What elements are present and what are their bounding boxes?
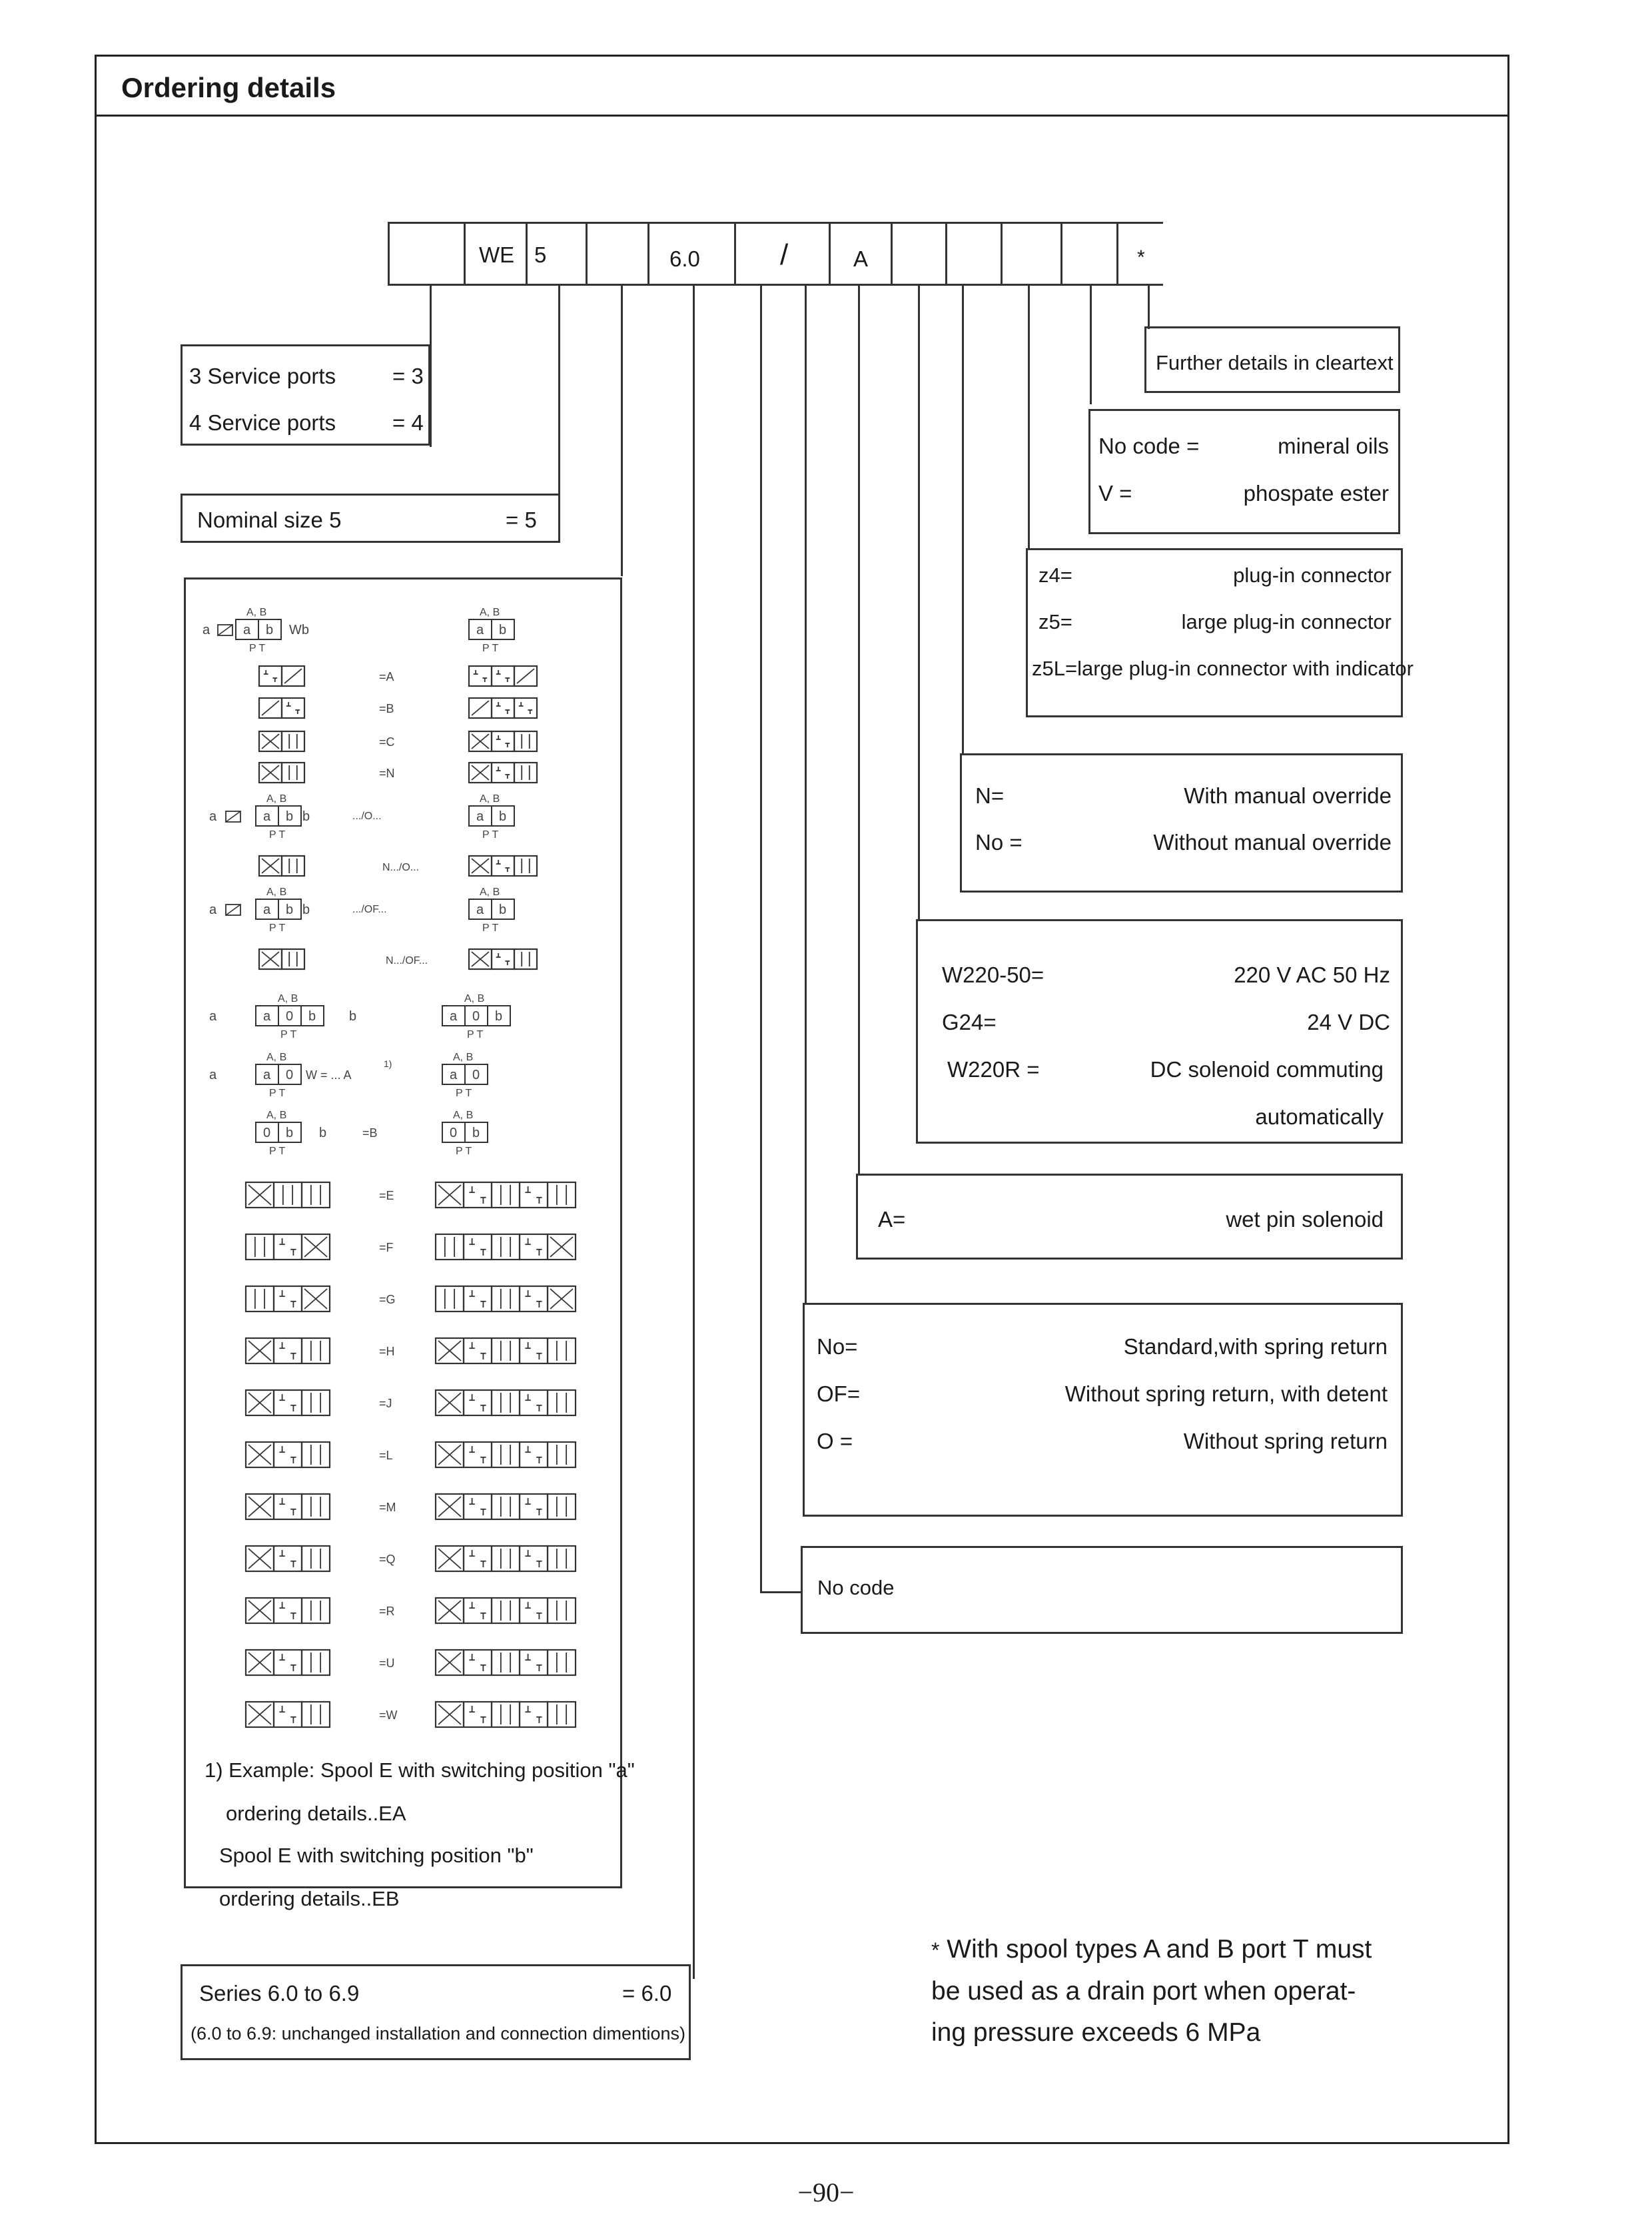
spool-envelope bbox=[274, 1494, 302, 1519]
position-letter: 0 bbox=[286, 1068, 294, 1082]
spool-envelope bbox=[520, 1338, 548, 1363]
port-labels-ab: A, B bbox=[246, 607, 267, 618]
spool-envelope bbox=[492, 949, 514, 969]
code-cell-size: 5 bbox=[526, 222, 586, 286]
spool-envelope bbox=[274, 1286, 302, 1311]
manual-override-box: N= With manual override No = Without manual override bbox=[960, 753, 1403, 893]
port-labels-pt: P T bbox=[482, 829, 499, 841]
solenoid-letter: a bbox=[209, 1068, 217, 1082]
spool-envelope bbox=[302, 1598, 330, 1623]
spool-envelope bbox=[520, 1182, 548, 1208]
position-letter: a bbox=[263, 1009, 271, 1024]
spool-envelope bbox=[492, 1390, 520, 1415]
port-labels-pt: P T bbox=[467, 1029, 484, 1040]
code-cell-connector bbox=[1001, 222, 1060, 286]
position-letter: a bbox=[263, 809, 271, 824]
port-labels-ab: A, B bbox=[464, 993, 485, 1004]
spool-envelope bbox=[492, 1650, 520, 1675]
spool-envelope bbox=[548, 1546, 576, 1571]
spool-envelope bbox=[436, 1286, 464, 1311]
asterisk: * bbox=[931, 1938, 940, 1962]
port-labels-ab: A, B bbox=[453, 1052, 474, 1063]
nominal-size-box: Nominal size 5 = 5 bbox=[181, 494, 560, 543]
spool-code-label: W = ... A bbox=[306, 1068, 352, 1082]
position-letter: a bbox=[263, 1068, 271, 1082]
spool-symbols-box: a b A, B P T a Wb a b A, B P T =A =B =C =N a b A, B P T a b .../O... a b A, B P T N.../O... a b A, B P T a b .../OF... a b A, B P T N.../OF... a 0 b A, B P T a b a 0 b A, B P T a 0 A, B P T a W = ... A 1) a 0 A, B P T 0 b A, B P T b =B 0 b A, B P T =E =F =G =H =J =L =M =Q =R =U =W 1) Example: Spool E with switching position "a" ordering details..EA Spool E with switching position "b" ordering details..EB bbox=[184, 577, 622, 1888]
port-labels-pt: P T bbox=[269, 1146, 286, 1157]
position-letter: b bbox=[499, 623, 507, 637]
port-labels-pt: P T bbox=[482, 923, 499, 934]
spool-envelope bbox=[282, 698, 304, 718]
header-divider bbox=[95, 115, 1509, 117]
port-labels-ab: A, B bbox=[480, 793, 500, 805]
spool-code-label: =L bbox=[379, 1449, 393, 1462]
spool-envelope bbox=[520, 1598, 548, 1623]
position-letter: 0 bbox=[472, 1068, 480, 1082]
spool-envelope bbox=[492, 856, 514, 876]
spool-envelope bbox=[274, 1650, 302, 1675]
port-labels-pt: P T bbox=[269, 923, 286, 934]
port-labels-pt: P T bbox=[249, 643, 266, 654]
position-letter: b bbox=[472, 1126, 480, 1140]
spool-envelope bbox=[302, 1650, 330, 1675]
spool-envelope bbox=[492, 1442, 520, 1467]
spool-envelope bbox=[492, 763, 514, 783]
solenoid-letter: b bbox=[349, 1009, 357, 1024]
spool-envelope bbox=[436, 1234, 464, 1260]
series-box: Series 6.0 to 6.9 = 6.0 (6.0 to 6.9: unchanged installation and connection dimentions) bbox=[181, 1964, 691, 2060]
position-letter: 0 bbox=[450, 1126, 458, 1140]
spool-code-label: =E bbox=[379, 1189, 394, 1202]
spool-envelope bbox=[492, 666, 514, 686]
port-labels-ab: A, B bbox=[453, 1110, 474, 1121]
spool-code-label: =C bbox=[379, 735, 395, 749]
spool-envelope bbox=[274, 1442, 302, 1467]
spool-envelope bbox=[520, 1650, 548, 1675]
spool-envelope bbox=[274, 1702, 302, 1727]
electrical-connector-box: z4= plug-in connector z5= large plug-in connector z5L=large plug-in connector with indicator bbox=[1026, 548, 1403, 717]
spool-envelope bbox=[520, 1546, 548, 1571]
spool-envelope bbox=[548, 1650, 576, 1675]
spool-envelope bbox=[464, 1702, 492, 1727]
spool-envelope bbox=[520, 1702, 548, 1727]
solenoid-left-icon bbox=[218, 625, 232, 635]
spool-envelope bbox=[492, 698, 514, 718]
spool-envelope bbox=[520, 1234, 548, 1260]
spool-code-label: =G bbox=[379, 1293, 396, 1306]
solenoid-letter: a bbox=[209, 903, 217, 917]
solenoid-letter: a bbox=[203, 623, 210, 637]
port-labels-ab: A, B bbox=[266, 887, 287, 898]
port-labels-pt: P T bbox=[269, 829, 286, 841]
port-labels-pt: P T bbox=[280, 1029, 297, 1040]
spool-envelope bbox=[492, 1598, 520, 1623]
spool-code-label: =N bbox=[379, 767, 395, 780]
spool-envelope bbox=[514, 698, 537, 718]
voltage-box: W220-50= 220 V AC 50 Hz G24= 24 V DC W220R = DC solenoid commuting automatically bbox=[916, 919, 1403, 1144]
spool-envelope bbox=[282, 763, 304, 783]
flow-arrow bbox=[262, 701, 279, 715]
spool-envelope bbox=[282, 856, 304, 876]
port-labels-ab: A, B bbox=[266, 1052, 287, 1063]
code-cell-series: 6.0 bbox=[647, 222, 734, 286]
position-letter: a bbox=[263, 903, 271, 917]
page-title: Ordering details bbox=[121, 72, 336, 103]
code-cell-spool bbox=[586, 222, 647, 286]
port-labels-ab: A, B bbox=[480, 887, 500, 898]
spool-envelope bbox=[492, 1182, 520, 1208]
spool-code-label: .../O... bbox=[352, 811, 382, 822]
further-details-box: Further details in cleartext bbox=[1144, 326, 1400, 393]
position-letter: b bbox=[286, 903, 294, 917]
solenoid-letter: b bbox=[302, 809, 310, 824]
spool-envelope bbox=[302, 1702, 330, 1727]
spool-code-label: =R bbox=[379, 1605, 395, 1618]
position-letter: a bbox=[476, 623, 484, 637]
port-labels-pt: P T bbox=[269, 1088, 286, 1099]
spool-code-label: =J bbox=[379, 1397, 392, 1410]
spool-code-label: =A bbox=[379, 670, 394, 683]
solenoid-type-box: A= wet pin solenoid bbox=[856, 1174, 1403, 1260]
spool-code-label: .../OF... bbox=[352, 904, 387, 915]
position-letter: b bbox=[286, 1126, 294, 1140]
spool-envelope bbox=[274, 1338, 302, 1363]
solenoid-letter: b bbox=[302, 903, 310, 917]
position-letter: b bbox=[499, 809, 507, 824]
port-labels-ab: A, B bbox=[266, 793, 287, 805]
spool-envelope bbox=[514, 763, 537, 783]
spool-envelope bbox=[302, 1546, 330, 1571]
footnote-ref: 1) bbox=[384, 1058, 392, 1069]
spool-envelope bbox=[469, 666, 492, 686]
spool-envelope bbox=[548, 1494, 576, 1519]
code-cell-voltage bbox=[891, 222, 945, 286]
position-letter: b bbox=[308, 1009, 316, 1024]
code-cell-further: * bbox=[1116, 222, 1163, 286]
port-labels-ab: A, B bbox=[278, 993, 298, 1004]
spool-envelope bbox=[302, 1182, 330, 1208]
position-letter: a bbox=[476, 809, 484, 824]
spool-envelope bbox=[282, 949, 304, 969]
spool-envelope bbox=[274, 1234, 302, 1260]
spool-envelope bbox=[274, 1390, 302, 1415]
code-cell-solenoid: A bbox=[829, 222, 891, 286]
position-letter: b bbox=[286, 809, 294, 824]
seal-material-box: No code = mineral oils V = phospate ester bbox=[1088, 409, 1400, 534]
code-cell-we: WE bbox=[464, 222, 526, 286]
port-labels-ab: A, B bbox=[480, 607, 500, 618]
spool-envelope bbox=[548, 1390, 576, 1415]
spool-envelope bbox=[464, 1598, 492, 1623]
spool-envelope bbox=[492, 1702, 520, 1727]
spool-code-label: =H bbox=[379, 1345, 395, 1358]
code-cell-slash: / bbox=[734, 222, 829, 286]
spring-letter: Wb bbox=[289, 623, 309, 637]
port-labels-pt: P T bbox=[482, 643, 499, 654]
position-letter: a bbox=[476, 903, 484, 917]
spool-envelope bbox=[520, 1442, 548, 1467]
spool-envelope bbox=[520, 1390, 548, 1415]
spool-envelope bbox=[514, 856, 537, 876]
spool-envelope bbox=[492, 1234, 520, 1260]
spool-envelope bbox=[274, 1182, 302, 1208]
solenoid-letter: b bbox=[319, 1126, 327, 1140]
position-letter: 0 bbox=[263, 1126, 271, 1140]
flow-arrow bbox=[472, 701, 489, 715]
spool-code-label: =F bbox=[379, 1241, 394, 1254]
spool-envelope bbox=[464, 1442, 492, 1467]
spool-envelope bbox=[548, 1702, 576, 1727]
spool-envelope bbox=[464, 1494, 492, 1519]
position-letter: b bbox=[266, 623, 274, 637]
spool-envelope bbox=[464, 1182, 492, 1208]
spool-code-label: =B bbox=[379, 702, 394, 715]
solenoid-left-icon bbox=[226, 811, 240, 822]
spool-envelope bbox=[548, 1338, 576, 1363]
spool-envelope bbox=[282, 731, 304, 751]
spool-envelope bbox=[548, 1182, 576, 1208]
spool-envelope bbox=[274, 1598, 302, 1623]
spool-envelope bbox=[492, 1494, 520, 1519]
spool-code-label: =M bbox=[379, 1501, 396, 1514]
spool-envelope bbox=[492, 1338, 520, 1363]
spool-envelope bbox=[514, 949, 537, 969]
spool-envelope bbox=[520, 1286, 548, 1311]
position-letter: a bbox=[243, 623, 251, 637]
solenoid-left-icon bbox=[226, 905, 240, 915]
position-letter: 0 bbox=[286, 1009, 294, 1024]
port-labels-pt: P T bbox=[456, 1088, 472, 1099]
spool-envelope bbox=[464, 1234, 492, 1260]
spool-code-label: =W bbox=[379, 1708, 398, 1722]
code-cell-override bbox=[945, 222, 1001, 286]
spool-envelope bbox=[246, 1286, 274, 1311]
position-letter: a bbox=[450, 1009, 458, 1024]
spool-envelope bbox=[514, 731, 537, 751]
code-cell-ports bbox=[388, 222, 464, 286]
code-cell-seal bbox=[1060, 222, 1116, 286]
flow-arrow bbox=[284, 669, 302, 683]
spool-envelope bbox=[302, 1442, 330, 1467]
spool-envelope bbox=[464, 1338, 492, 1363]
spool-symbol-diagrams bbox=[186, 579, 620, 1886]
spool-code-label: =Q bbox=[379, 1553, 396, 1566]
spool-envelope bbox=[464, 1390, 492, 1415]
spool-envelope bbox=[520, 1494, 548, 1519]
no-code-box: No code bbox=[801, 1546, 1403, 1634]
service-ports-box: 3 Service ports = 3 4 Service ports = 4 bbox=[181, 344, 430, 446]
spool-envelope bbox=[302, 1338, 330, 1363]
position-letter: a bbox=[450, 1068, 458, 1082]
solenoid-letter: a bbox=[209, 1009, 217, 1024]
spool-code-label: =U bbox=[379, 1657, 395, 1670]
flow-arrow bbox=[517, 669, 534, 683]
spool-envelope bbox=[464, 1650, 492, 1675]
spool-code-label: N.../O... bbox=[382, 862, 420, 873]
port-labels-pt: P T bbox=[456, 1146, 472, 1157]
spool-envelope bbox=[302, 1390, 330, 1415]
spring-return-box: No= Standard,with spring return OF= Without spring return, with detent O = Without spring return bbox=[803, 1303, 1403, 1517]
spool-code-label: N.../OF... bbox=[386, 955, 428, 966]
spool-envelope bbox=[492, 1286, 520, 1311]
position-letter: b bbox=[495, 1009, 503, 1024]
position-letter: 0 bbox=[472, 1009, 480, 1024]
spool-envelope bbox=[274, 1546, 302, 1571]
spool-envelope bbox=[492, 1546, 520, 1571]
spool-envelope bbox=[464, 1546, 492, 1571]
spool-envelope bbox=[259, 666, 282, 686]
spool-envelope bbox=[246, 1234, 274, 1260]
solenoid-letter: a bbox=[209, 809, 217, 824]
spool-envelope bbox=[548, 1442, 576, 1467]
spool-envelope bbox=[492, 731, 514, 751]
drain-port-note: * With spool types A and B port T must be used as a drain port when operat- ing pressure exceeds 6 MPa bbox=[931, 1935, 1372, 2047]
spool-code-label: =B bbox=[362, 1126, 378, 1140]
position-letter: b bbox=[499, 903, 507, 917]
port-labels-ab: A, B bbox=[266, 1110, 287, 1121]
spool-envelope bbox=[464, 1286, 492, 1311]
spool-envelope bbox=[302, 1494, 330, 1519]
page-number: −90− bbox=[797, 2177, 855, 2207]
spool-envelope bbox=[548, 1598, 576, 1623]
